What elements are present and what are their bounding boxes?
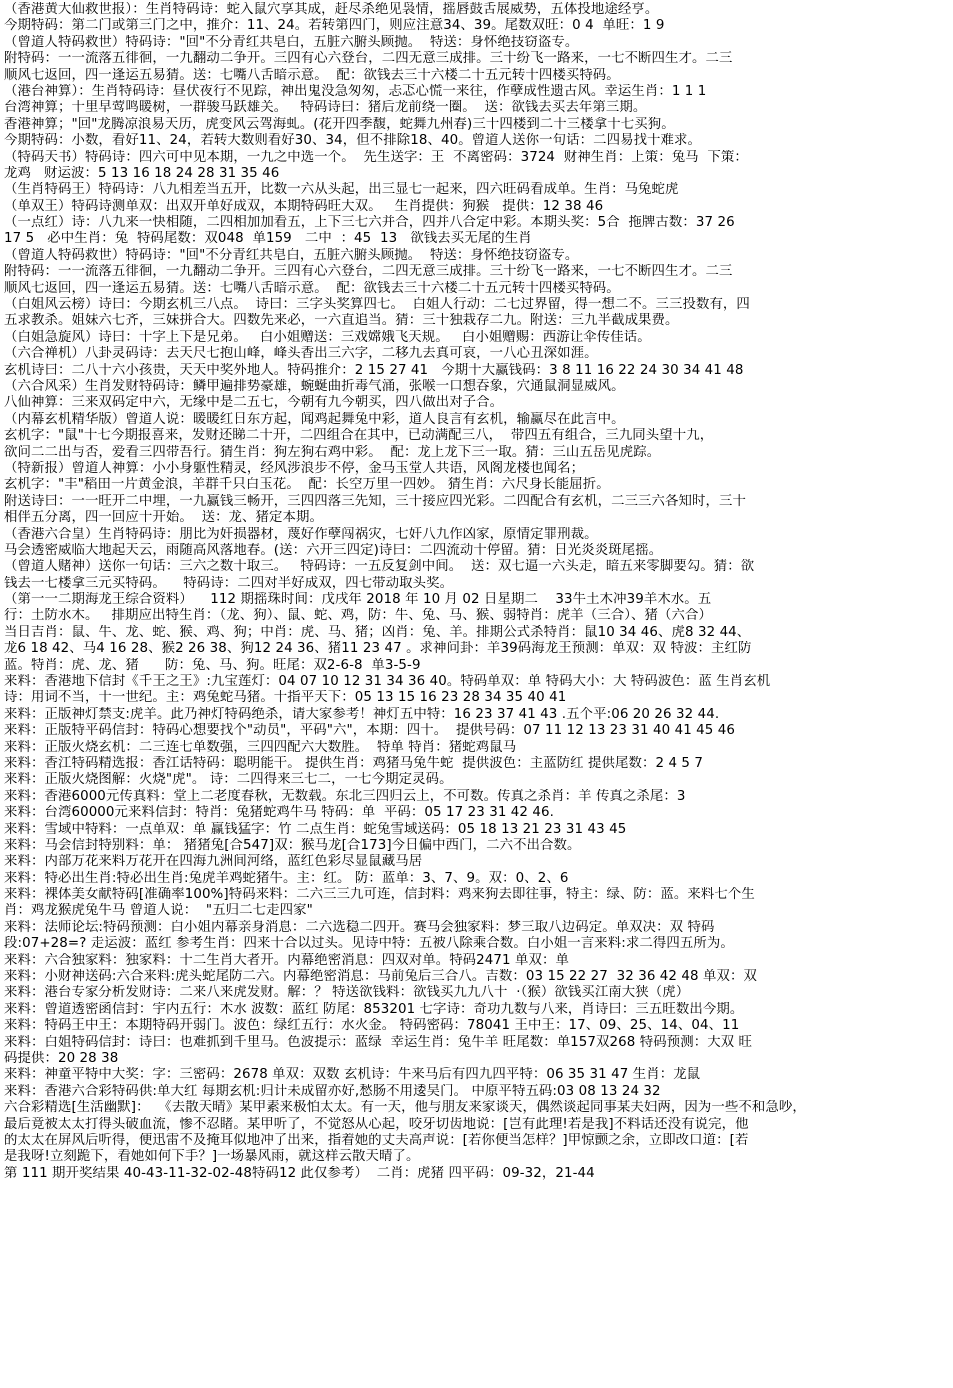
text-line: 来料：香港地下信封《千王之王》:九宝莲灯：04 07 10 12 31 34 36 40。特码单双：单 特码大小：大 特码波色：蓝 生肖玄机 — [4, 674, 771, 690]
text-line: 台湾神算；十里早莺鸣暖树，一群骏马跃雄关。 特码诗曰：猪后龙前绕一圈。 送：欲钱去买去年第三期。 — [4, 100, 647, 116]
text-line: 今期特码：小数，看好11、24，若转大数则看好30、34，但不排除18、40。曾道人送你一句话：二四易找十难求。 — [4, 133, 702, 149]
text-line: （特新报）曾道人神算：小小身躯性精灵，经风涉浪步不停，金马玉堂人共语，风阁龙楼也闻名； — [4, 460, 585, 476]
text-line: 来料：雪域中特料：一点单双：单 赢钱猛字：竹 二点生肖：蛇兔雪域送码：05 18 13 21 23 31 43 45 — [4, 821, 627, 837]
text-line: 顺风七返回，四一逢运五易猜。送：七嘴八舌暗示意。 配：欲钱去三十六楼二十五元转十四楼买特码。 — [4, 67, 620, 83]
text-line: 来料：台湾60000元来料信封：特肖：兔猪蛇鸡牛马 特码：单 平码：05 17 23 31 42 46. — [4, 805, 554, 821]
text-line: 来料：特必出生肖:特必出生肖:兔虎羊鸡蛇猪牛。主：红。 防：蓝单：3、7、9。双：0、2、6 — [4, 870, 569, 886]
text-line: 来料：正版特平码信封：特码心想要找个"动员"，平码"六"，本期：四十。 提供号码：07 11 12 13 23 31 40 41 45 46 — [4, 723, 736, 739]
text-line: （生肖特码王）特码诗：八九相差当五开，比数一六从头起，出三显七一起来，四六旺码看成单。生肖：马兔蛇虎 — [4, 182, 679, 198]
text-line: 来料：香江特码精选报：香江话特码：聪明能干。 提供生肖：鸡猪马兔牛蛇 提供波色：主蓝防红 提供尾数：2 4 5 7 — [4, 755, 704, 771]
text-line: 最后竟被太太打得头破血流，惨不忍睹。某甲听了，不觉怒从心起，咬牙切齿地说：[岂有此理!若是我]不料话还没有说完，他 — [4, 1116, 749, 1132]
text-line: 来料：曾道透密函信封：宇内五行：木水 波数：蓝红 防尾：853201 七字诗：奇功九数与八来，肖诗曰：三五旺数出今期。 — [4, 1001, 744, 1017]
text-line: 玄机诗曰：二八十六小孩贵，天天中奖外地人。特码推介：2 15 27 41 今期十大赢钱码：3 8 11 16 22 24 30 34 41 48 — [4, 362, 744, 378]
text-line: 来料：特码王中王：本期特码开弱门。波色：绿红五行：水火金。 特码密码：78041 王中王：17、09、25、14、04、11 — [4, 1018, 740, 1034]
text-line: （特码天书）特码诗：四六可中见本期，一九之中选一个。 先生送字：王 不离密码：3724 财神生肖：上策：兔马 下策： — [4, 149, 748, 165]
text-line: 行：土防水木。 排期应出特生肖：（龙、狗）、鼠、蛇、鸡，防：牛、兔、马、猴、弱特肖：虎羊（三合）、猪（六合） — [4, 608, 712, 624]
text-line: （香港六合皇）生肖特码诗：朋比为奸损器材，蔑好作孽闯祸灾，七奸八九作凶家，原情定罪刑裁。 — [4, 526, 598, 542]
text-line: 来料：法师论坛:特码预测：白小姐内幕亲身消息：二六选稳二四开。赛马会独家料：梦三取八边码定。单双决：双 特码 — [4, 919, 715, 935]
text-line: （曾道人赌神）送你一句话：三六之数十取三。 特码诗：一五反复剑中间。 送：双七逼一六头走，暗五来零脚要勾。猜：欲 — [4, 559, 755, 575]
text-line: 来料：正版火烧图解：火烧"虎"。 诗：二四得来三七二，一七今期定灵码。 — [4, 772, 453, 788]
text-line: （港台神算）：生肖特码诗：昼伏夜行不见踪，神出鬼没急匆匆，忐忑心慌一来往，作孽成性遗古风。幸运生肖：1 1 1 — [4, 83, 707, 99]
text-line: 当日吉肖：鼠、牛、龙、蛇、猴、鸡、狗；中肖：虎、马、猪；凶肖：兔、羊。排期公式杀特肖：鼠10 34 46、虎8 32 44、 — [4, 624, 751, 640]
text-line: 诗：用词不当，十一世纪。主：鸡兔蛇马猪。十指平天下：05 13 15 16 23 28 34 35 40 41 — [4, 690, 567, 706]
text-line: （一点红）诗：八九来一快相随，二四相加加看五，上下三七六并合，四并八合定中彩。本期头奖：5合 拖牌古数：37 26 — [4, 215, 735, 231]
text-line: 来料：神童平特中大奖：字：三密码：2678 单双：双数 玄机诗：牛来马后有四九四平特：06 35 31 47 生肖：龙鼠 — [4, 1067, 701, 1083]
text-line: （六合风采）生肖发财特码诗：鳞甲遍排势豪雄，蜿蜒曲折毒气涌，张喉一口想吞象，穴通鼠洞显威风。 — [4, 378, 625, 394]
text-line: （单双王）特码诗测单双：出双开单好成双，本期特码旺大双。 生肖提供：狗猴 提供：12 38 46 — [4, 198, 604, 214]
text-line: 来料：白姐特码信封：诗曰：也难抓到千里马。色波提示：蓝绿 幸运生肖：兔牛羊 旺尾数：单157双268 特码预测：大双 旺 — [4, 1034, 753, 1050]
text-line: 附特码：一一流落五徘徊，一九翻动二争开。三四有心六登台，二四无意三成排。三十纷飞一路来，一七不断四生才。二三 — [4, 264, 733, 280]
text-line: 来料：裸体美女献特码[准确率100%]特码来料：二六三三九可连，信封料：鸡来狗去即往事，特主：绿、防：蓝。来料七个生 — [4, 887, 755, 903]
text-line: 蓝。特肖：虎、龙、猪 防：兔、马、狗。旺尾：双2-6-8 单3-5-9 — [4, 657, 421, 673]
text-line: （曾道人特码救世）特码诗："回"不分青红共皂白，五脏六腑头顾抛。 特送：身怀绝技窃盗专。 — [4, 34, 579, 50]
text-line: （曾道人特码救世）特码诗："回"不分青红共皂白，五脏六腑头顾抛。 特送：身怀绝技窃盗专。 — [4, 247, 579, 263]
text-line: 五求教杀。姐妹六七齐，三妹拼合大。四数先来必，一六直追当。猜：三十独栽存二九。附送：三九半截成果费。 — [4, 313, 679, 329]
text-line: （香港黄大仙救世报）：生肖特码诗：蛇入鼠穴享其成，赶尽杀绝见袅情，摇唇鼓舌展威势，五体投地途经亨。 — [4, 2, 659, 17]
text-line: 来料：香港六合彩特码供:单大红 每期玄机:归计未成留亦好,愁肠不用逶吴门。 中原平特五码:03 08 13 24 32 — [4, 1083, 661, 1099]
text-line: 的太太在屏风后听得，便迅雷不及掩耳似地冲了出来，指着她的丈夫高声说：[若你便当怎样？]甲惊颤之余，立即改口道：[若 — [4, 1132, 749, 1148]
text-line: 欲问二二出与否，爱看三四带吾行。猜生肖：狗左狗右鸡中彩。 配：龙上龙下三一取。猜：三山五岳见虎踪。 — [4, 444, 661, 460]
text-line: 来料：正版火烧玄机：二三连七单数强，三四四配六大数胜。 特单 特肖：猪蛇鸡鼠马 — [4, 739, 517, 755]
text-line: 今期特码：第二门或第三门之中，推介：11、24。若转第四门，则应注意34、39。尾数双旺：0 4 单旺：1 9 — [4, 18, 665, 34]
text-line: 顺风七返回，四一逢运五易猜。送：七嘴八舌暗示意。 配：欲钱去三十六楼二十五元转十四楼买特码。 — [4, 280, 620, 296]
text-line: 第 111 期开奖结果 40-43-11-32-02-48特码12 此仅参考） 二肖：虎猪 四平码：09-32，21-44 — [4, 1165, 595, 1181]
text-line: 来料：正版神灯禁支:虎羊。此乃神灯特码绝杀，请大家参考！神灯五中特：16 23 37 41 43 .五个平:06 20 26 32 44. — [4, 706, 720, 722]
text-line: 龙鸡 财运波：5 13 16 18 24 28 31 35 46 — [4, 165, 280, 181]
text-line: 来料：小财神送码:六合来料:虎头蛇尾防二六。内幕绝密消息：马前兔后三合八。吉数：03 15 22 27 32 36 42 48 单双：双 — [4, 969, 757, 985]
text-line: 玄机字："鼠"十七今期报喜来，发财还睇二十开，二四组合在其中，已动满配三八， 带四五有组合，三九同头望十九， — [4, 428, 714, 444]
text-line: 码提供：20 28 38 — [4, 1051, 119, 1066]
text-line: 来料：内部万花来料万花开在四海九洲间河络，蓝红色彩尽显鼠藏马居 — [4, 854, 423, 870]
text-line: 来料：港台专家分析发财诗：二来八来虎发财。解：？ 特送欲钱料：欲钱买九九八十 ·（猴）欲钱买江南大狭（虎） — [4, 985, 690, 1001]
text-line: （第一一二期海龙王综合资料） 112 期摇珠时间：戊戌年 2018 年 10 月 02 日星期二 33牛土木冲39羊木水。五 — [4, 592, 712, 608]
text-line: 段:07+28=? 走运波：蓝红 参考生肖：四来十合以过头。见诗中特：五被八除乘合数。白小姐一言来料:求二得四五所为。 — [4, 936, 734, 952]
text-line: 附送诗曰：一一旺开二中埋，一九赢钱三畅开，三四四落三先知，三十接应四光彩。二四配合有玄机，二三三六各知时，三十 — [4, 493, 746, 509]
text-line: （白姐风云榜）诗曰：今期玄机三八点。 诗曰：三字头奖算四七。 白姐人行动：二七过界留，得一想二不。三三投数有，四 — [4, 297, 750, 313]
text-line: 玄机字："丰"稻田一片黄金浪，羊群千只白玉花。 配：长空万里一四妙。 猜生肖：六尺身长能屈折。 — [4, 477, 610, 493]
text-line: 六合彩精选[生活幽默]： 《去散天晴》某甲素来极怕太太。有一天，他与朋友来家谈天，偶然谈起同事某夫妇两，因为一些不和急吵， — [4, 1100, 806, 1116]
text-line: （六合禅机）八卦灵码诗：去天尺七抱山峰，峰头香出三六字，二移九去真可哀，一八心丑深如涯。 — [4, 346, 598, 362]
text-line: 龙6 18 42、马4 16 28、猴2 26 38、狗12 24 36、猪11 23 47 。求神问卦：羊39码海龙王预测：单双：双 特波：主红防 — [4, 641, 752, 657]
text-line: 来料：马会信封特别料：单： 猪猪兔[合547]双：猴马龙[合173]今日偏中西门，二六不出合数。 — [4, 837, 581, 853]
text-line: 来料：六合独家料：独家料：十二生肖大者开。内幕绝密消息：四双对单。特码2471 单双：单 — [4, 952, 569, 968]
text-line: （白姐急旋风）诗曰：十字上下是兄弟。 白小姐赠送：三戏嫦娥飞天规。 白小姐赠赐：西游让伞传佳话。 — [4, 329, 651, 345]
text-line: 钱去一七楼拿三元买特码。 特码诗：二四对半好成双，四七带动取头奖。 — [4, 575, 454, 591]
text-line: 17 5 必中生肖：兔 特码尾数：双048 单159 二中 ：45 13 欲钱去买无尾的生肖 — [4, 231, 532, 247]
text-line: 肖：鸡龙猴虎兔牛马 曾道人说： "五归二七走四家" — [4, 903, 313, 919]
text-line: 马会透密威临大地起天云，雨随高风落地春。(送：六开三四定)诗曰：二四流动十停留。猜：日光炎炎斑尾摇。 — [4, 542, 663, 558]
text-line: 相伴五分离，四一回应十开始。 送：龙、猪定本期。 — [4, 510, 323, 526]
text-line: 是我呀!立刻跪下，看她如何下手？]一场暴风雨，就这样云散天晴了。 — [4, 1149, 420, 1165]
text-line: 附特码：一一流落五徘徊，一九翻动二争开。三四有心六登台，二四无意三成排。三十纷飞一路来，一七不断四生才。二三 — [4, 51, 733, 67]
text-line: 香港神算；"回"龙腾凉浪易天历，虎变风云驾海虬。(花开四季馥，蛇舞九州春)三十四楼到二十三楼拿十七买狗。 — [4, 116, 675, 132]
text-line: 八仙神算：三来双码定中六，无缘中是二五七，今朝有九今朝买，四八做出对子合。 — [4, 395, 504, 411]
text-line: 来料：香港6000元传真料：堂上二老度春秋，无数载。东北三四归云上，不可数。传真之杀肖：羊 传真之杀尾：3 — [4, 788, 686, 804]
text-line: （内幕玄机精华版）曾道人说：暖暖红日东方起，闻鸡起舞兔中彩，道人良言有玄机，输赢尽在此言中。 — [4, 411, 625, 427]
